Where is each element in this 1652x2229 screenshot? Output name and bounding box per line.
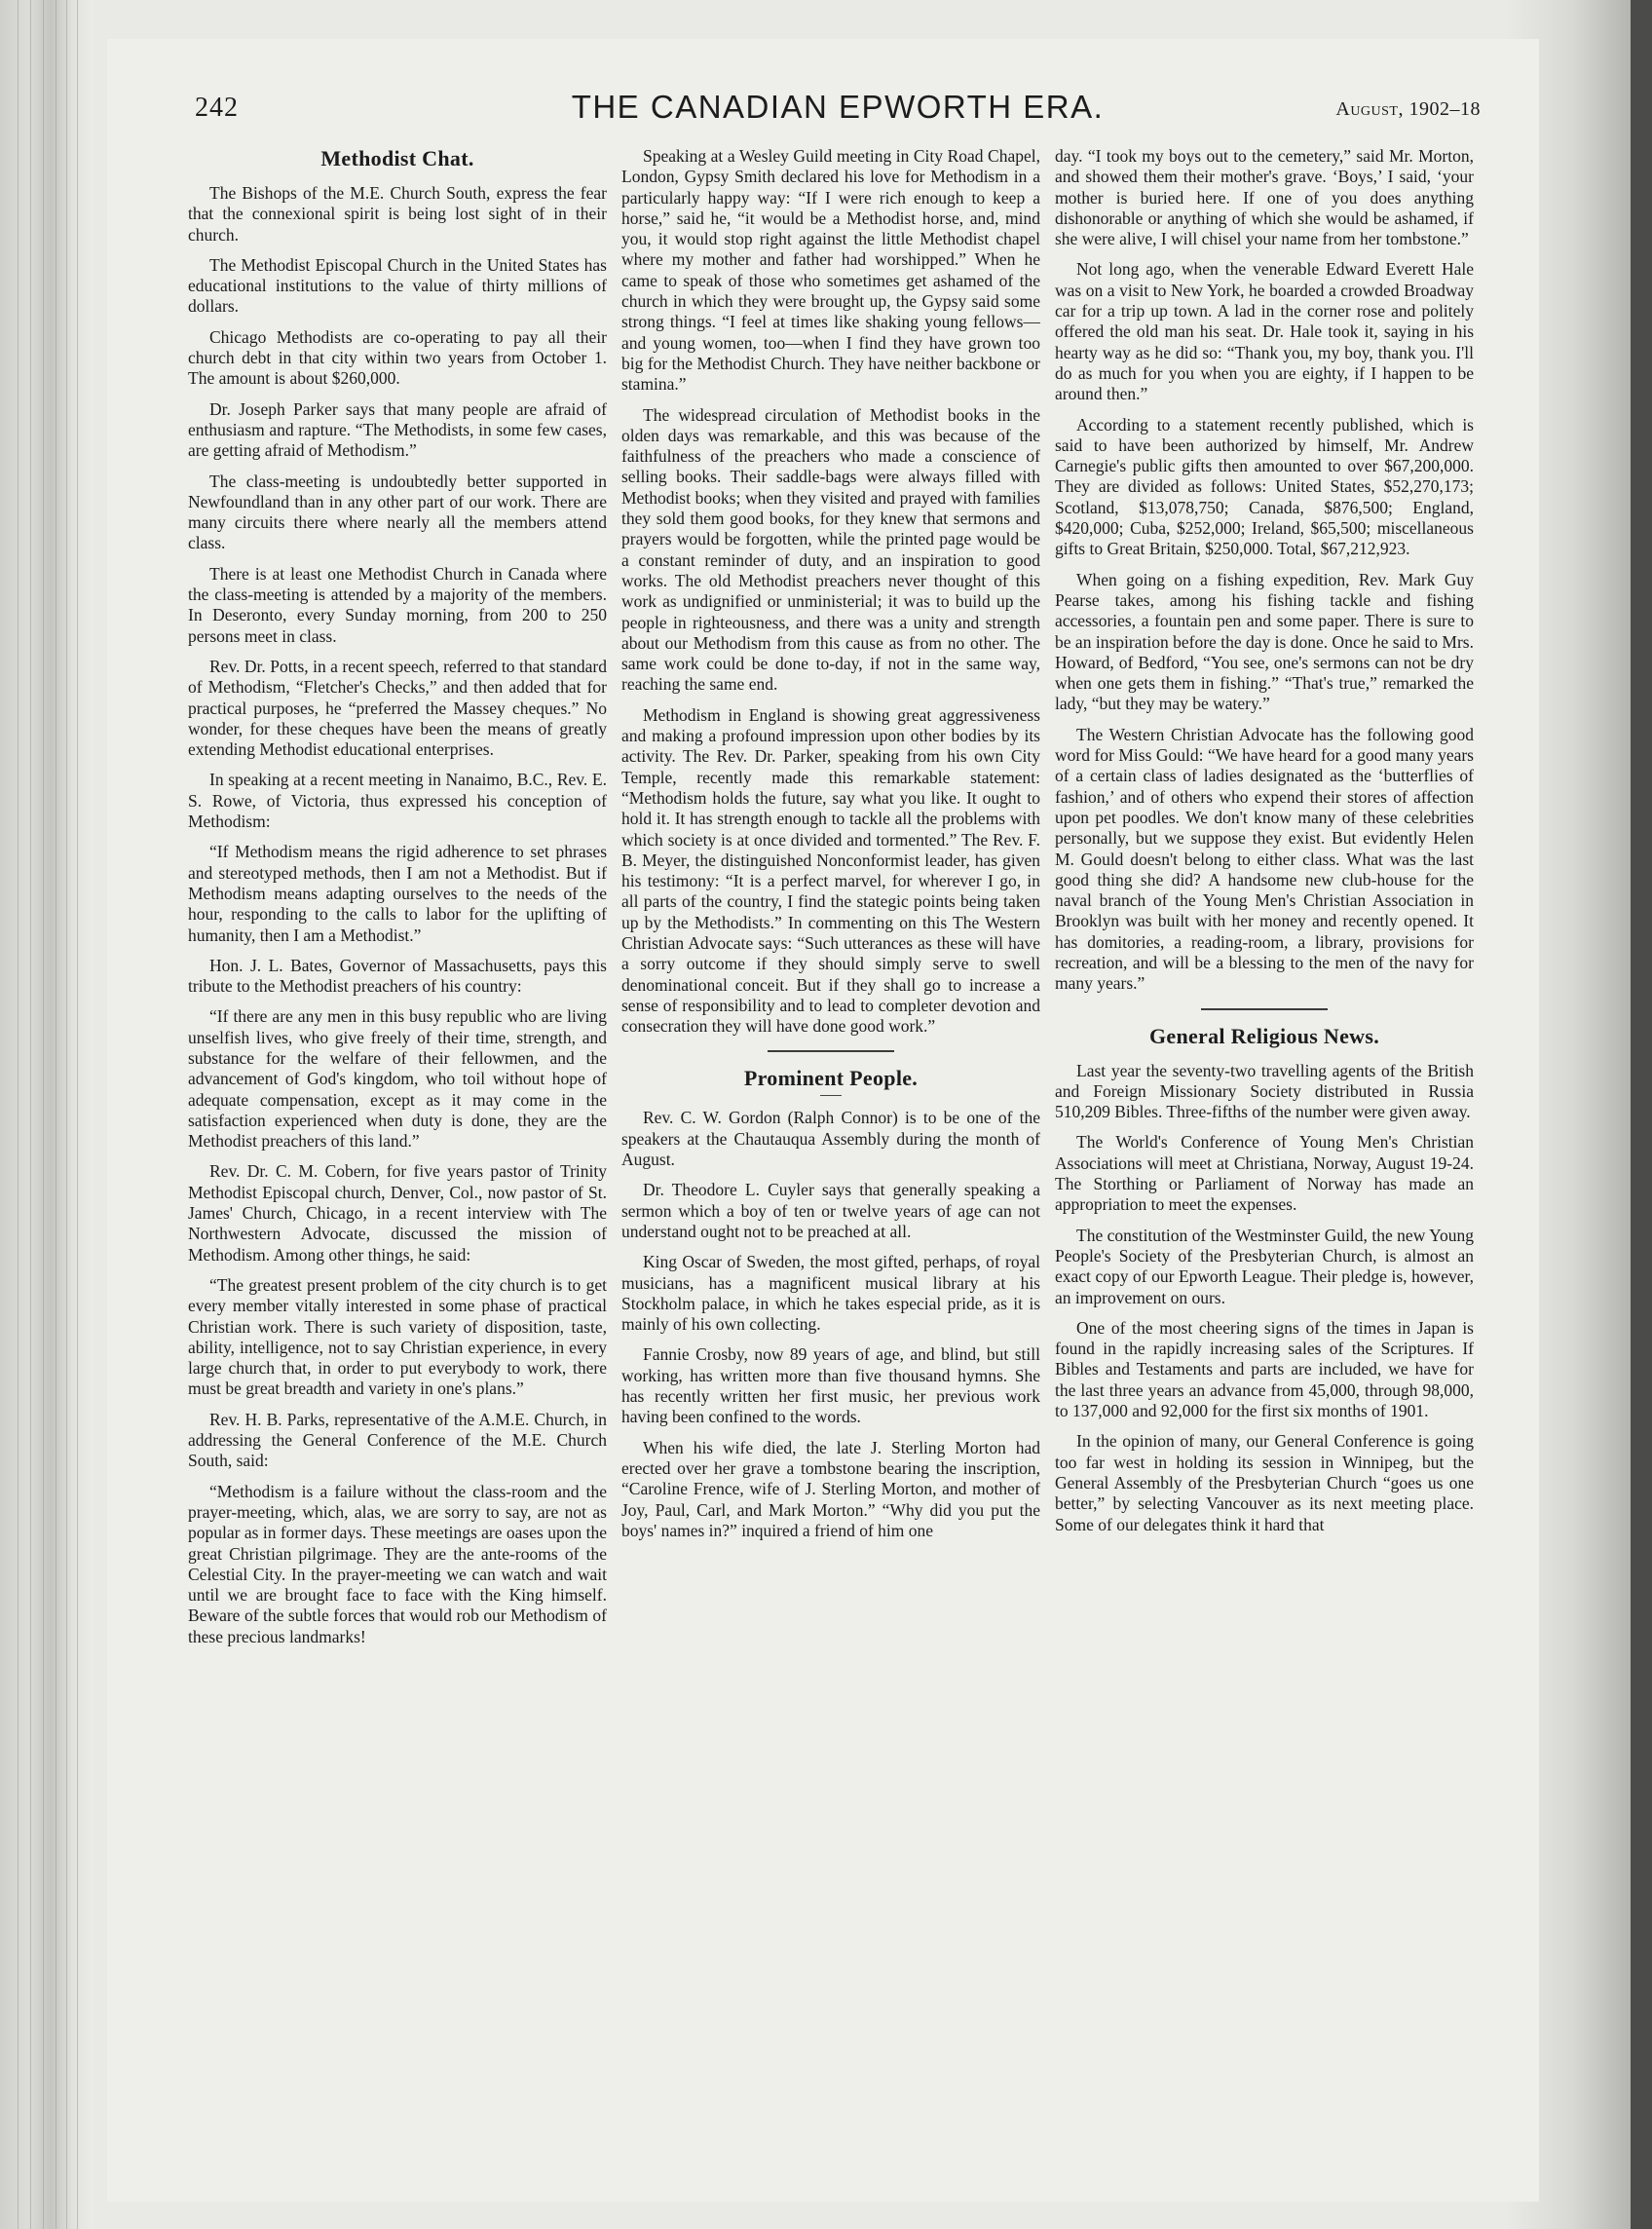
page-number: 242 xyxy=(195,93,239,123)
paragraph: The Bishops of the M.E. Church South, express the fear that the connexional spirit is being lost sight of in their church. xyxy=(188,183,607,245)
paragraph: Rev. C. W. Gordon (Ralph Connor) is to be one of the speakers at the Chautauqua Assembly during the month of August. xyxy=(621,1108,1040,1170)
column-3 xyxy=(1055,146,1474,2056)
column-1 xyxy=(188,146,607,2056)
paragraph: “The greatest present problem of the city church is to get every member vitally interested in some phase of practical Christian work. There is such variety of disposition, taste, ability, intelligence, not to say Christian experience, in every large church that, in order to put everybody to work, there must be great breadth and variety in one's plans.” xyxy=(188,1274,607,1399)
paragraph: Last year the seventy-two travelling agents of the British and Foreign Missionary Society distributed in Russia 510,209 Bibles. Three-fifths of the number were given away. xyxy=(1055,1060,1474,1122)
paragraph: When his wife died, the late J. Sterling Morton had erected over her grave a tombstone bearing the inscription, “Caroline Frence, wife of J. Sterling Morton, and mother of Joy, Paul, Carl, and Mark Morton.” “Why did you put the boys' names in?” inquired a friend of him one xyxy=(621,1437,1040,1540)
paragraph: The class-meeting is undoubtedly better supported in Newfoundland than in any other part of our work. There are many circuits there where nearly all the members attend class. xyxy=(188,471,607,553)
issue-date: August, 1902–18 xyxy=(1335,98,1481,120)
paragraph: Fannie Crosby, now 89 years of age, and blind, but still working, has written more than five thousand hymns. She has recently written her first music, her previous work having been confined to the words. xyxy=(621,1344,1040,1427)
paragraph: The constitution of the Westminster Guild, the new Young People's Society of the Presbyterian Church, is almost an exact copy of our Epworth League. Their pledge is, however, an improvement on ours. xyxy=(1055,1225,1474,1307)
title-underline xyxy=(820,1095,842,1096)
paragraph: According to a statement recently published, which is said to have been authorized by himself, Mr. Andrew Carnegie's public gifts then amounted to over $67,200,000. They are divided as follows: United States, $52,270,173; Scotland, $13,078,750; Canada, $876,500; England, $420,000; Cuba, $252,000; Ireland, $65,500; miscellaneous gifts to Great Britain, $250,000. Total, $67,212,923. xyxy=(1055,414,1474,559)
paragraph: Methodism in England is showing great aggressiveness and making a profound impression upon other bodies by its activity. The Rev. Dr. Parker, speaking from his own City Temple, recently made this remarkable statement: “Methodism holds the future, say what you like. It ought to hold it. It has strength enough to tackle all the problems with which society is at once divided and tormented.” The Rev. F. B. Meyer, the distinguished Nonconformist leader, has given his testimony: “It is a perfect marvel, for wherever I go, in all parts of the country, I find the stategic points being taken up by the Methodists.” In commenting on this The Western Christian Advocate says: “Such utterances as these will have a sorry outcome if they should simply serve to swell denominational conceit. But if they shall go to increase a sense of responsibility and to lead to completer devotion and consecration they will have done good work.” xyxy=(621,704,1040,1037)
paragraph: Dr. Joseph Parker says that many people are afraid of enthusiasm and rapture. “The Methodists, in some few cases, are getting afraid of Methodism.” xyxy=(188,398,607,461)
paragraph: day. “I took my boys out to the cemetery,” said Mr. Morton, and showed them their mother's grave. ‘Boys,’ I said, ‘your mother is buried here. If one of you does anything dishonorable or anything of which she would be ashamed, if she were alive, I will chisel your name from her tombstone.” xyxy=(1055,146,1474,249)
book-binding-edge xyxy=(0,0,93,2229)
paragraph: Rev. H. B. Parks, representative of the A.M.E. Church, in addressing the General Conference of the M.E. Church South, said: xyxy=(188,1409,607,1471)
paragraph: Rev. Dr. C. M. Cobern, for five years pastor of Trinity Methodist Episcopal church, Denver, Col., now pastor of St. James' Church, Chicago, in a recent interview with The Northwestern Advocate, discussed the mission of Methodism. Among other things, he said: xyxy=(188,1161,607,1265)
paragraph: Not long ago, when the venerable Edward Everett Hale was on a visit to New York, he boarded a crowded Broadway car for a trip up town. A lad in the corner rose and politely offered the old man his seat. Dr. Hale took it, saying in his hearty way as he did so: “Thank you, my boy, thank you. I'll do as much for you when you are eighty, if I happen to be around then.” xyxy=(1055,259,1474,404)
section-title-prominent-people: Prominent People. xyxy=(743,1066,919,1091)
paragraph: One of the most cheering signs of the times in Japan is found in the rapidly increasing sales of the Scriptures. If Bibles and Testaments and parts are included, we have for the last three years an advance from 45,000, through 98,000, to 137,000 and 92,000 for the first six months of 1901. xyxy=(1055,1317,1474,1421)
paragraph: In the opinion of many, our General Conference is going too far west in holding its session in Winnipeg, but the General Assembly of the Presbyterian Church “goes us one better,” by selecting Vancouver as its next meeting place. Some of our delegates think it hard that xyxy=(1055,1431,1474,1534)
page-header xyxy=(195,89,1481,141)
paragraph: There is at least one Methodist Church in Canada where the class-meeting is attended by a majority of the members. In Deseronto, every Sunday morning, from 200 to 250 persons meet in class. xyxy=(188,563,607,646)
journal-title: THE CANADIAN EPWORTH ERA. xyxy=(571,89,1105,125)
paragraph: “If Methodism means the rigid adherence to set phrases and stereotyped methods, then I am not a Methodist. But if Methodism means adapting ourselves to the needs of the hour, responding to the calls to labor for the uplifting of humanity, then I am a Methodist.” xyxy=(188,842,607,945)
paragraph: Dr. Theodore L. Cuyler says that generally speaking a sermon which a boy of ten or twelve years of age can not understand ought not to be preached at all. xyxy=(621,1180,1040,1241)
paragraph: The widespread circulation of Methodist books in the olden days was remarkable, and this was because of the faithfulness of the preachers who made a conscience of selling books. Their saddle-bags were always filled with Methodist books; when they visited and prayed with families they sold them good books, for they knew that sermons and prayers would be forgotten, while the printed page would be a constant reminder of duty, and an inspiration to good works. The old Methodist preachers never thought of this work as undignified or unministerial; it was to build up the people in righteousness, and there was a unity and strength about our Methodism from this cause as from no other. The same work could be done to-day, if not in the same way, reaching the same end. xyxy=(621,404,1040,695)
paragraph: “Methodism is a failure without the class-room and the prayer-meeting, which, alas, we are sorry to say, are not as popular as in former days. These meetings are oases upon the great Christian pilgrimage. They are the ante-rooms of the Celestial City. In the prayer-meeting we can watch and wait until we are brought face to face with the King himself. Beware of the subtle forces that would rob our Methodism of these precious landmarks! xyxy=(188,1481,607,1646)
paragraph: Rev. Dr. Potts, in a recent speech, referred to that standard of Methodism, “Fletcher's Checks,” and then added that for practical purposes, he “preferred the Massey cheques.” No wonder, for these cheques have been the means of greatly extending Methodist educational enterprises. xyxy=(188,656,607,760)
paragraph: King Oscar of Sweden, the most gifted, perhaps, of royal musicians, has a magnificent musical library at his Stockholm palace, in which he takes especial pride, as it is mainly of his own collecting. xyxy=(621,1252,1040,1335)
paragraph: The World's Conference of Young Men's Christian Associations will meet at Christiana, Norway, August 19-24. The Storthing or Parliament of Norway has made an appropriation to meet the expenses. xyxy=(1055,1132,1474,1215)
paragraph: When going on a fishing expedition, Rev. Mark Guy Pearse takes, among his fishing tackle and fishing accessories, a fountain pen and some paper. There is sure to be an inspiration before the day is done. Once he said to Mrs. Howard, of Bedford, “You see, one's sermons can not be dry when one gets them in fishing.” “That's true,” remarked the lady, “but they may be watery.” xyxy=(1055,569,1474,714)
section-divider xyxy=(1201,1008,1328,1010)
paragraph: The Methodist Episcopal Church in the United States has educational institutions to the value of thirty millions of dollars. xyxy=(188,254,607,317)
paragraph: Hon. J. L. Bates, Governor of Massachusetts, pays this tribute to the Methodist preachers of his country: xyxy=(188,955,607,997)
column-2 xyxy=(621,146,1040,2056)
paragraph: Chicago Methodists are co-operating to pay all their church debt in that city within two years from October 1. The amount is about $260,000. xyxy=(188,326,607,389)
paragraph: The Western Christian Advocate has the following good word for Miss Gould: “We have heard for a good many years of a certain class of ladies designated as the ‘butterflies of fashion,’ and of others who expend their stores of affection upon pet poodles. We don't know many of these celebrities personally, but we suppose they exist. But evidently Helen M. Gould doesn't belong to either class. What was the last good thing she did? A handsome new club-house for the naval branch of the Young Men's Christian Association in Brooklyn was built with her money and recently opened. It has domitories, a reading-room, a library, provisions for recreation, and will be a blessing to the men of the navy for many years.” xyxy=(1055,724,1474,994)
paragraph: Speaking at a Wesley Guild meeting in City Road Chapel, London, Gypsy Smith declared his love for Methodism in a particularly happy way: “If I were rich enough to keep a horse,” said he, “it would be a Methodist horse, and, mind you, it would stop right against the little Methodist chapel where my mother and father had worshipped.” When he came to speak of those who sometimes get ashamed of the church in which they were brought up, the Gypsy said some strong things. “I feel at times like shaking young fellows—and young women, too—when I find they have grown too big for the Methodist Church. They have neither backbone or stamina.” xyxy=(621,146,1040,395)
section-title-methodist-chat: Methodist Chat. xyxy=(320,146,474,170)
paragraph: “If there are any men in this busy republic who are living unselfish lives, who give freely of their time, strength, and substance for the welfare of their fellowmen, and the advancement of God's kingdom, who toil without hope of adequate compensation, except as it may come in the satisfaction experienced when duty is done, they are the Methodist preachers of this land.” xyxy=(188,1006,607,1152)
section-divider xyxy=(768,1050,894,1052)
section-title-general-religious-news: General Religious News. xyxy=(1148,1023,1380,1048)
paragraph: In speaking at a recent meeting in Nanaimo, B.C., Rev. E. S. Rowe, of Victoria, thus expressed his conception of Methodism: xyxy=(188,770,607,832)
column-1-paragraphs xyxy=(188,183,607,1647)
